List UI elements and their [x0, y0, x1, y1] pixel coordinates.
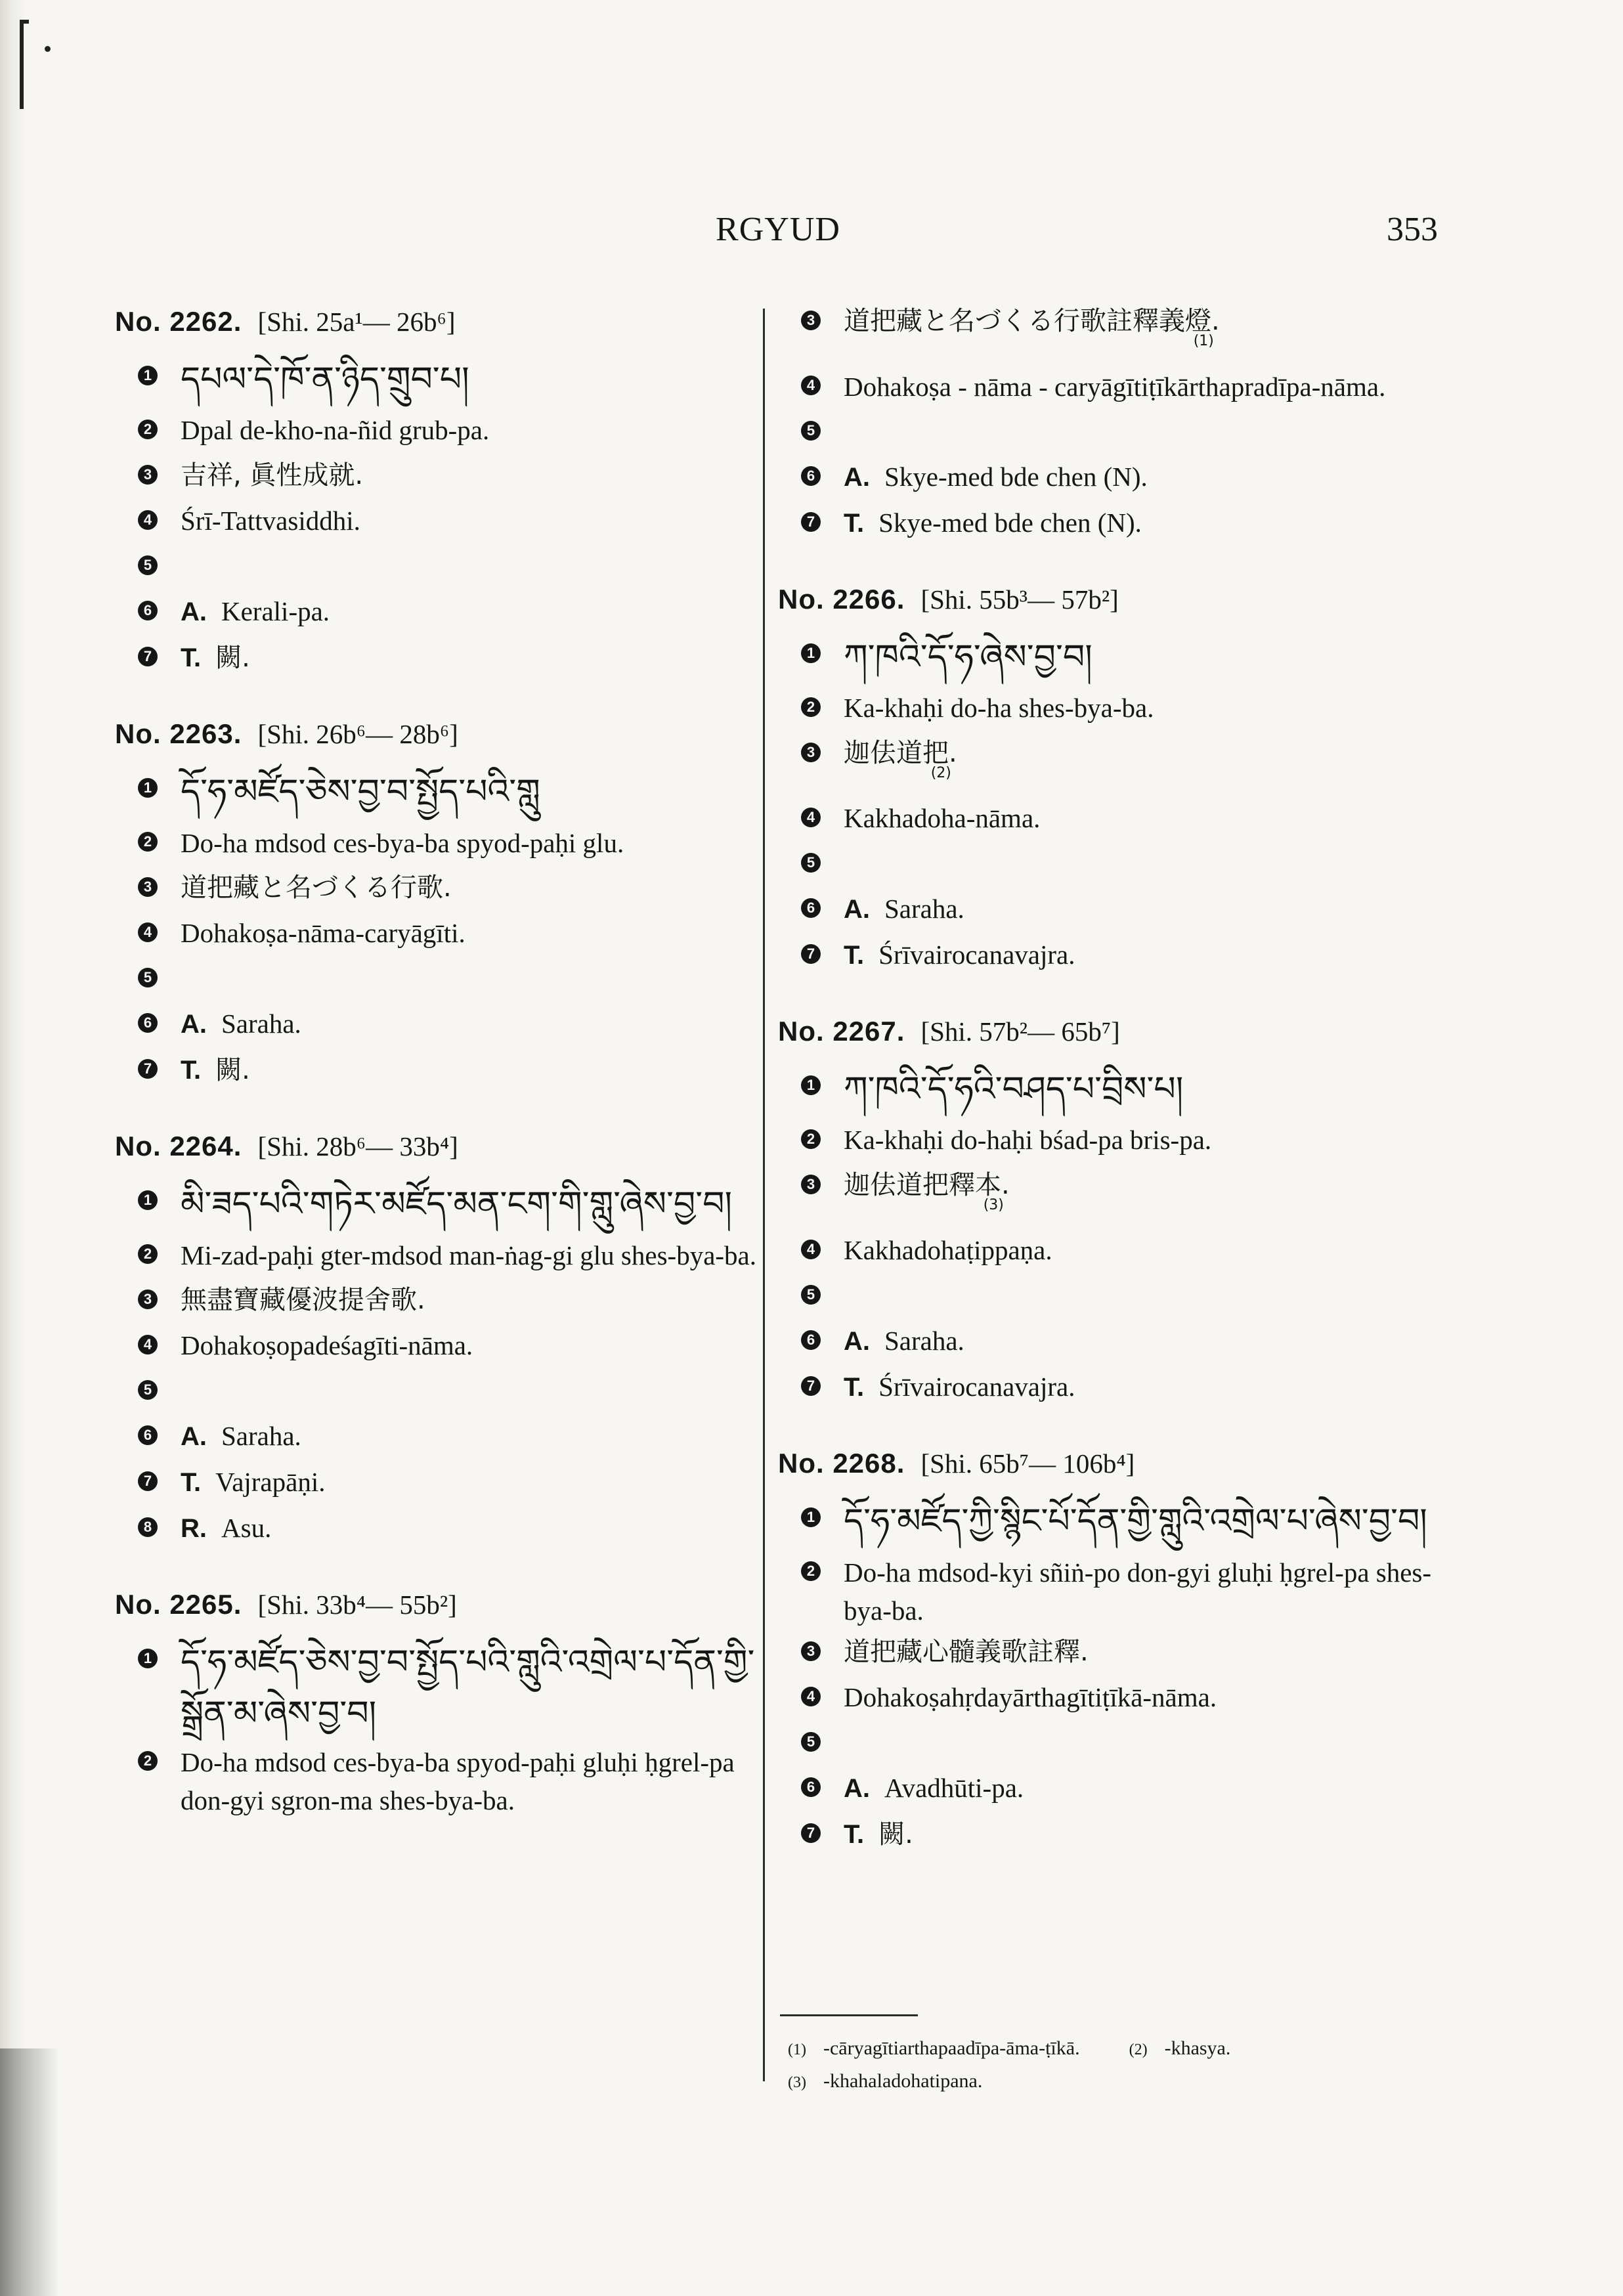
translator-name: 闕. — [215, 643, 250, 673]
author-prefix: A. — [181, 1422, 207, 1451]
field-translator — [115, 1460, 771, 1505]
tibetan-title: དོ་ཧ་མཛོད་ཀྱི་སྙིང་པོ་དོན་གྱི་གླུའི་འགྲེལ་པ་ཞེས་བྱ་བ། — [844, 1502, 1427, 1541]
translator-name: 闕. — [215, 1055, 250, 1085]
entry-heading — [778, 1440, 1448, 1486]
footnote-rule — [780, 2014, 918, 2016]
field-empty — [778, 841, 1448, 886]
transliteration: Do-ha mdsod ces-bya-ba spyod-paḥi gluḥi ḥgrel-pa don-gyi sgron-ma shes-bya-ba. — [181, 1747, 735, 1815]
right-column — [778, 299, 1448, 1888]
footnote-3: (3) -khahaladohatipana. — [788, 2070, 983, 2092]
field-chinese-title — [778, 731, 1448, 796]
translator-prefix: T. — [844, 1820, 865, 1849]
field-chinese-title — [115, 453, 771, 498]
marker-5: 5 — [138, 555, 158, 575]
footnote-1: (1) -cāryagītiarthapaadīpa-āma-ṭīkā. — [788, 2037, 1080, 2059]
field-chinese-title — [115, 865, 771, 911]
field-author — [778, 454, 1448, 500]
marker-6: 6 — [801, 898, 821, 918]
field-transliteration — [115, 1739, 771, 1819]
marker-5: 5 — [138, 968, 158, 987]
scan-edge — [0, 0, 26, 2296]
marker-3: 3 — [138, 465, 158, 485]
marker-6: 6 — [801, 1330, 821, 1350]
field-tibetan-title — [115, 1637, 771, 1739]
footnotes — [788, 2033, 1451, 2098]
marker-2: 2 — [801, 1129, 821, 1149]
marker-7: 7 — [801, 1376, 821, 1396]
entry-number: No. 2262. — [115, 306, 242, 337]
field-transliteration — [778, 685, 1448, 731]
footnote-ref: (1) — [1193, 333, 1214, 349]
footnote-ref: (2) — [930, 765, 951, 781]
marker-2: 2 — [801, 697, 821, 717]
translator-name: Śrīvairocanavajra. — [878, 1372, 1075, 1402]
transliteration: Ka-khaḥi do-haḥi bśad-pa bris-pa. — [844, 1125, 1212, 1155]
running-head: RGYUD — [716, 211, 840, 248]
translator-name: Skye-med bde chen (N). — [878, 508, 1142, 538]
marker-5: 5 — [138, 1380, 158, 1400]
chinese-title: 吉祥, 眞性成就. — [181, 460, 364, 490]
catalog-entry-2262 — [115, 299, 771, 681]
field-author — [115, 1414, 771, 1460]
reviser-prefix: R. — [181, 1514, 207, 1543]
field-chinese-title — [778, 1630, 1448, 1675]
transliteration: Mi-zad-paḥi gter-mdsod man-ṅag-gi glu shes-bya-ba. — [181, 1240, 756, 1270]
marker-2: 2 — [138, 832, 158, 852]
field-tibetan-title — [115, 766, 771, 820]
catalog-entry-2265 — [115, 1582, 771, 1819]
field-sanskrit-title — [115, 1323, 771, 1368]
entry-folio-ref: [Shi. 57b²— 65b⁷] — [920, 1016, 1120, 1047]
marker-3: 3 — [801, 311, 821, 330]
marker-2: 2 — [801, 1561, 821, 1581]
marker-7: 7 — [801, 512, 821, 532]
marker-4: 4 — [801, 808, 821, 827]
field-translator — [778, 1364, 1448, 1410]
field-chinese-title — [778, 1163, 1448, 1228]
marker-1: 1 — [801, 643, 821, 663]
field-sanskrit-title — [778, 1228, 1448, 1273]
sanskrit-title: Dohakoṣa-nāma-caryāgīti. — [181, 918, 465, 948]
sanskrit-title: Kakhadoha-nāma. — [844, 803, 1041, 833]
catalog-entry-2267 — [778, 1008, 1448, 1410]
field-sanskrit-title — [778, 796, 1448, 841]
entry-heading — [115, 1582, 771, 1628]
marker-2: 2 — [138, 1751, 158, 1771]
marker-1: 1 — [138, 366, 158, 385]
field-transliteration — [115, 408, 771, 453]
marker-2: 2 — [138, 420, 158, 439]
scan-shadow — [0, 2048, 59, 2296]
marker-5: 5 — [801, 853, 821, 873]
translator-name: Śrīvairocanavajra. — [878, 940, 1075, 970]
tibetan-title: དཔལ་དེ་ཁོ་ན་ཉིད་གྲུབ་པ། — [181, 360, 469, 399]
sanskrit-title: Dohakoṣa - nāma - caryāgītiṭīkārthapradīpa-nāma. — [844, 372, 1386, 402]
field-author — [115, 1001, 771, 1047]
chinese-title: 無盡寶藏優波提舍歌. — [181, 1285, 425, 1315]
marker-3: 3 — [801, 1641, 821, 1661]
marker-1: 1 — [801, 1507, 821, 1527]
field-translator — [115, 635, 771, 681]
author-name: Kerali-pa. — [221, 596, 330, 626]
catalog-entry-2265-continued — [778, 299, 1448, 546]
catalog-entry-2266 — [778, 576, 1448, 978]
field-tibetan-title — [778, 1064, 1448, 1117]
author-name: Saraha. — [884, 1326, 964, 1356]
entry-number: No. 2266. — [778, 584, 905, 615]
field-transliteration — [115, 1232, 771, 1278]
field-sanskrit-title — [778, 1675, 1448, 1720]
chinese-title: 道把藏心髓義歌註釋. — [844, 1637, 1089, 1667]
entry-folio-ref: [Shi. 25a¹— 26b⁶] — [257, 307, 456, 337]
marker-4: 4 — [138, 510, 158, 530]
field-sanskrit-title — [115, 911, 771, 956]
field-empty — [115, 544, 771, 589]
translator-prefix: T. — [844, 1373, 865, 1402]
marker-7: 7 — [801, 1823, 821, 1843]
field-author — [778, 1318, 1448, 1364]
translator-prefix: T. — [844, 509, 865, 538]
marker-1: 1 — [138, 778, 158, 798]
field-translator — [778, 932, 1448, 978]
translator-prefix: T. — [181, 1056, 202, 1085]
footnote-2: (2) -khasya. — [1129, 2037, 1231, 2059]
field-tibetan-title — [778, 632, 1448, 685]
field-tibetan-title — [115, 1179, 771, 1232]
tibetan-title: མི་ཟད་པའི་གཏེར་མཛོད་མན་ངག་གི་གླུ་ཞེས་བྱ་བ། — [181, 1184, 733, 1224]
field-transliteration — [778, 1117, 1448, 1163]
catalog-entry-2263 — [115, 711, 771, 1093]
entry-heading — [778, 1008, 1448, 1054]
marker-4: 4 — [801, 1240, 821, 1259]
tibetan-title: ཀ་ཁའི་དོ་ཧ་ཞེས་བྱ་བ། — [844, 638, 1093, 677]
marker-3: 3 — [801, 1175, 821, 1194]
author-name: Saraha. — [884, 894, 964, 924]
chinese-title: 道把藏と名づくる行歌註釋義燈$._{(1)}$ — [844, 306, 1220, 349]
footnote-ref: (3) — [983, 1197, 1004, 1213]
field-tibetan-title — [115, 354, 771, 408]
marker-4: 4 — [801, 1687, 821, 1706]
sanskrit-title: Dohakoṣopadeśagīti-nāma. — [181, 1330, 473, 1360]
marker-4: 4 — [801, 376, 821, 395]
left-column — [115, 299, 771, 1850]
marker-5: 5 — [801, 421, 821, 441]
field-reviser — [115, 1505, 771, 1551]
author-prefix: A. — [181, 1010, 207, 1039]
entry-number: No. 2268. — [778, 1448, 905, 1479]
marker-4: 4 — [138, 922, 158, 942]
marker-7: 7 — [138, 647, 158, 666]
translator-name: Vajrapāṇi. — [215, 1467, 326, 1497]
marker-7: 7 — [138, 1059, 158, 1079]
translator-name: 闕. — [878, 1819, 913, 1850]
marker-5: 5 — [801, 1285, 821, 1305]
author-name: Skye-med bde chen (N). — [884, 462, 1148, 492]
marker-7: 7 — [801, 944, 821, 964]
field-empty — [778, 1720, 1448, 1765]
marker-6: 6 — [138, 1425, 158, 1445]
marker-7: 7 — [138, 1471, 158, 1491]
sanskrit-title: Śrī-Tattvasiddhi. — [181, 506, 360, 536]
field-author — [778, 1765, 1448, 1811]
transliteration: Ka-khaḥi do-ha shes-bya-ba. — [844, 693, 1154, 723]
author-name: Saraha. — [221, 1008, 301, 1039]
chinese-title: 道把藏と名づくる行歌. — [181, 873, 452, 903]
field-author — [778, 886, 1448, 932]
field-chinese-title — [778, 299, 1448, 364]
field-sanskrit-title — [778, 364, 1448, 409]
catalog-entry-2264 — [115, 1123, 771, 1551]
tibetan-title: དོ་ཧ་མཛོད་ཅེས་བྱ་བ་སྤྱོད་པའི་གླུ — [181, 772, 540, 812]
marker-5: 5 — [801, 1732, 821, 1752]
field-chinese-title — [115, 1278, 771, 1323]
field-tibetan-title — [778, 1496, 1448, 1549]
author-prefix: A. — [844, 1327, 870, 1356]
transliteration: Dpal de-kho-na-ñid grub-pa. — [181, 415, 490, 445]
tibetan-title: ཀ་ཁའི་དོ་ཧའི་བཤད་པ་བྲིས་པ། — [844, 1070, 1184, 1109]
author-prefix: A. — [181, 597, 207, 626]
entry-number: No. 2264. — [115, 1131, 242, 1161]
entry-number: No. 2263. — [115, 718, 242, 749]
reviser-name: Asu. — [221, 1513, 272, 1543]
crop-dot — [45, 46, 51, 52]
catalog-entry-2268 — [778, 1440, 1448, 1857]
field-transliteration — [115, 820, 771, 865]
entry-folio-ref: [Shi. 65b⁷— 106b⁴] — [920, 1448, 1135, 1479]
field-empty — [115, 956, 771, 1001]
marker-6: 6 — [801, 466, 821, 486]
marker-8: 8 — [138, 1517, 158, 1537]
translator-prefix: T. — [181, 643, 202, 672]
author-name: Saraha. — [221, 1421, 301, 1451]
field-author — [115, 589, 771, 635]
field-translator — [778, 500, 1448, 546]
marker-3: 3 — [801, 743, 821, 762]
field-translator — [115, 1047, 771, 1093]
field-empty — [115, 1368, 771, 1414]
translator-prefix: T. — [181, 1468, 202, 1497]
sanskrit-title: Kakhadohaṭippaṇa. — [844, 1235, 1052, 1265]
author-prefix: A. — [844, 463, 870, 492]
chinese-title: 迦佉道把$._{(2)}$ — [844, 738, 957, 781]
entry-folio-ref: [Shi. 33b⁴— 55b²] — [257, 1590, 457, 1620]
entry-folio-ref: [Shi. 55b³— 57b²] — [920, 584, 1119, 615]
entry-heading — [115, 1123, 771, 1169]
page-number: 353 — [1387, 211, 1438, 248]
author-prefix: A. — [844, 1774, 870, 1803]
entry-number: No. 2265. — [115, 1589, 242, 1620]
tibetan-title: དོ་ཧ་མཛོད་ཅེས་བྱ་བ་སྤྱོད་པའི་གླུའི་འགྲེལ་པ་དོན་གྱི་སྒྲོན་མ་ཞེས་བྱ་བ། — [181, 1643, 755, 1733]
entry-heading — [115, 711, 771, 757]
marker-6: 6 — [801, 1777, 821, 1797]
field-translator — [778, 1811, 1448, 1857]
marker-3: 3 — [138, 877, 158, 897]
field-empty — [778, 1273, 1448, 1318]
marker-4: 4 — [138, 1335, 158, 1354]
entry-folio-ref: [Shi. 26b⁶— 28b⁶] — [257, 719, 458, 749]
sanskrit-title: Dohakoṣahṛdayārthagītiṭīkā-nāma. — [844, 1682, 1217, 1712]
entry-number: No. 2267. — [778, 1016, 905, 1047]
marker-1: 1 — [801, 1075, 821, 1095]
field-sanskrit-title — [115, 498, 771, 544]
author-prefix: A. — [844, 895, 870, 924]
marker-6: 6 — [138, 601, 158, 620]
author-name: Avadhūti-pa. — [884, 1773, 1024, 1803]
entry-heading — [115, 299, 771, 345]
entry-folio-ref: [Shi. 28b⁶— 33b⁴] — [257, 1131, 458, 1161]
transliteration: Do-ha mdsod ces-bya-ba spyod-paḥi glu. — [181, 828, 624, 858]
translator-prefix: T. — [844, 941, 865, 970]
chinese-title: 迦佉道把釋本$._{(3)}$ — [844, 1170, 1010, 1213]
marker-1: 1 — [138, 1649, 158, 1668]
entry-heading — [778, 576, 1448, 622]
transliteration: Do-ha mdsod-kyi sñiṅ-po don-gyi gluḥi ḥgrel-pa shes-bya-ba. — [844, 1557, 1432, 1626]
field-transliteration — [778, 1549, 1448, 1630]
marker-6: 6 — [138, 1013, 158, 1033]
marker-1: 1 — [138, 1190, 158, 1210]
crop-mark — [20, 20, 29, 109]
marker-3: 3 — [138, 1289, 158, 1309]
field-empty — [778, 409, 1448, 454]
marker-2: 2 — [138, 1244, 158, 1264]
